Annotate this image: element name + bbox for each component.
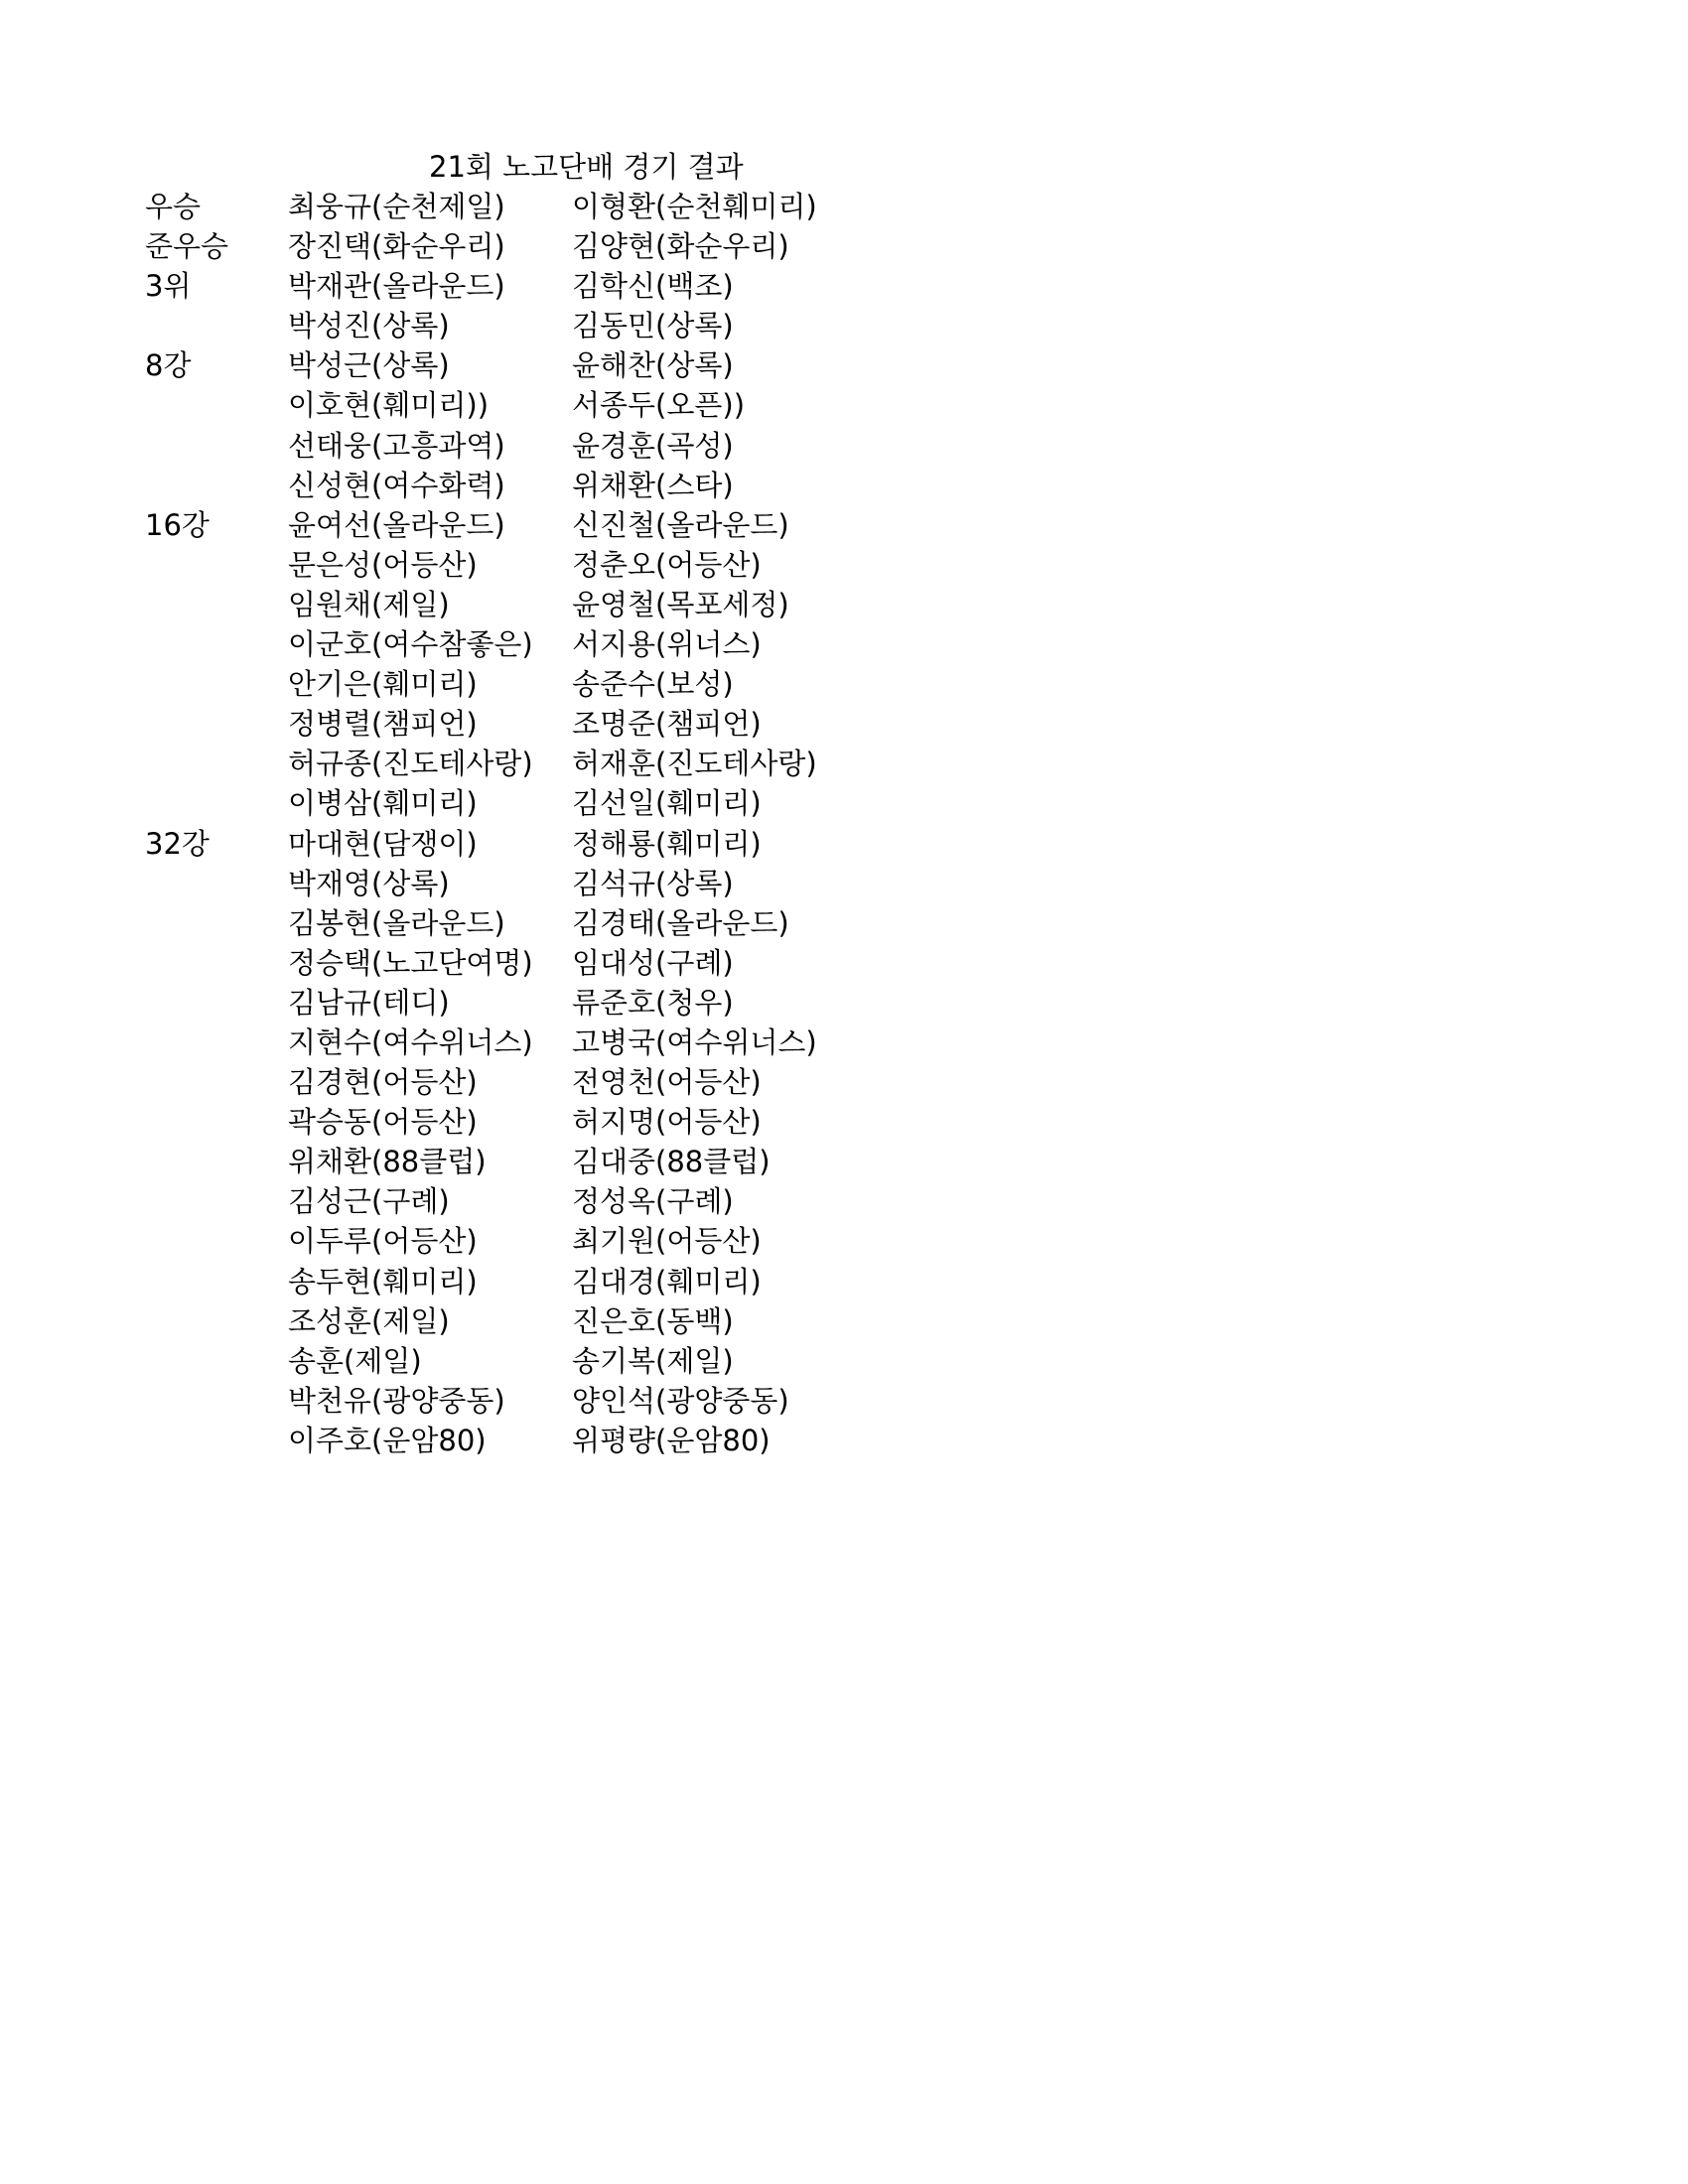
player-two: 김경태(올라운드) (572, 905, 789, 940)
player-one: 임원채(제일) (288, 587, 450, 621)
player-one: 김성근(구례) (288, 1184, 450, 1219)
page-title: 21회 노고단배 경기 결과 (429, 150, 744, 184)
player-two: 정성옥(구례) (572, 1184, 734, 1219)
player-one: 송훈(제일) (288, 1343, 422, 1378)
player-two: 최기원(어등산) (572, 1224, 762, 1259)
result-row (145, 426, 1039, 466)
player-one: 신성현(여수화력) (288, 468, 505, 502)
player-one: 박성근(상록) (288, 348, 450, 383)
result-row (145, 1221, 1039, 1261)
player-one: 김봉현(올라운드) (288, 905, 505, 940)
result-row (145, 585, 1039, 624)
player-two: 김선일(훼미리) (572, 786, 762, 821)
result-row (145, 306, 1039, 345)
result-row (145, 1301, 1039, 1341)
rank-label: 우승 (145, 190, 202, 223)
result-row (145, 624, 1039, 664)
player-one: 안기은(훼미리) (288, 667, 478, 702)
result-row (145, 1062, 1039, 1102)
player-two: 신진철(올라운드) (572, 507, 789, 542)
player-one: 이주호(운암80) (288, 1423, 487, 1457)
player-one: 이병삼(훼미리) (288, 786, 478, 821)
player-two: 허재훈(진도테사랑) (572, 747, 817, 781)
result-row (145, 864, 1039, 903)
result-row (145, 226, 1039, 266)
player-one: 최웅규(순천제일) (288, 190, 505, 223)
rank-label: 8강 (145, 348, 192, 383)
result-row (145, 466, 1039, 505)
player-two: 전영천(어등산) (572, 1065, 762, 1100)
player-two: 송준수(보성) (572, 667, 734, 702)
player-one: 김경현(어등산) (288, 1065, 478, 1100)
result-row (145, 1142, 1039, 1181)
player-two: 양인석(광양중동) (572, 1383, 789, 1418)
player-two: 정해룡(훼미리) (572, 826, 762, 861)
result-row (145, 664, 1039, 704)
player-one: 장진택(화순우리) (288, 229, 505, 264)
player-one: 마대현(담쟁이) (288, 826, 478, 861)
result-row (145, 1102, 1039, 1142)
player-two: 진은호(동백) (572, 1303, 734, 1338)
player-one: 정승택(노고단여명) (288, 945, 533, 980)
player-one: 곽승동(어등산) (288, 1105, 478, 1140)
player-two: 윤영철(목포세정) (572, 587, 789, 621)
player-one: 선태웅(고흥과역) (288, 428, 505, 463)
player-two: 임대성(구례) (572, 945, 734, 980)
player-two: 이형환(순천훼미리) (572, 190, 817, 223)
result-row (145, 505, 1039, 545)
player-one: 이군호(여수참좋은) (288, 627, 533, 662)
player-two: 서지용(위너스) (572, 627, 762, 662)
result-row (145, 187, 1039, 226)
rank-label: 16강 (145, 507, 210, 542)
player-two: 정춘오(어등산) (572, 547, 762, 582)
result-row (145, 1421, 1039, 1460)
rank-label: 32강 (145, 826, 210, 861)
result-row (145, 783, 1039, 823)
player-one: 박성진(상록) (288, 309, 450, 343)
result-row (145, 744, 1039, 783)
player-one: 위채환(88클럽) (288, 1145, 487, 1179)
player-two: 윤해찬(상록) (572, 348, 734, 383)
player-two: 김대중(88클럽) (572, 1145, 771, 1179)
result-row (145, 345, 1039, 385)
player-one: 조성훈(제일) (288, 1303, 450, 1338)
player-one: 박천유(광양중동) (288, 1383, 505, 1418)
result-row (145, 1262, 1039, 1301)
results-table (145, 187, 1039, 1460)
rank-label: 준우승 (145, 229, 229, 264)
player-two: 허지명(어등산) (572, 1105, 762, 1140)
result-row (145, 1023, 1039, 1062)
player-two: 송기복(제일) (572, 1343, 734, 1378)
player-one: 윤여선(올라운드) (288, 507, 505, 542)
result-row (145, 385, 1039, 425)
player-two: 류준호(청우) (572, 985, 734, 1020)
player-one: 박재관(올라운드) (288, 269, 505, 304)
player-two: 김동민(상록) (572, 309, 734, 343)
player-one: 이호현(훼미리)) (288, 388, 490, 423)
player-two: 조명준(챔피언) (572, 707, 762, 742)
result-row (145, 1181, 1039, 1221)
player-two: 김학신(백조) (572, 269, 734, 304)
result-row (145, 1381, 1039, 1421)
result-row (145, 266, 1039, 306)
player-two: 김석규(상록) (572, 866, 734, 900)
result-row (145, 903, 1039, 943)
player-two: 고병국(여수위너스) (572, 1024, 817, 1059)
player-two: 윤경훈(곡성) (572, 428, 734, 463)
result-row (145, 704, 1039, 744)
result-row (145, 943, 1039, 983)
player-one: 지현수(여수위너스) (288, 1024, 533, 1059)
player-one: 허규종(진도테사랑) (288, 747, 533, 781)
result-row (145, 545, 1039, 585)
player-one: 박재영(상록) (288, 866, 450, 900)
player-one: 문은성(어등산) (288, 547, 478, 582)
player-one: 김남규(테디) (288, 985, 450, 1020)
player-two: 김양현(화순우리) (572, 229, 789, 264)
result-row (145, 1341, 1039, 1381)
player-two: 김대경(훼미리) (572, 1264, 762, 1298)
player-one: 송두현(훼미리) (288, 1264, 478, 1298)
player-two: 위채환(스타) (572, 468, 734, 502)
player-two: 위평량(운암80) (572, 1423, 771, 1457)
player-two: 서종두(오픈)) (572, 388, 746, 423)
player-one: 이두루(어등산) (288, 1224, 478, 1259)
player-one: 정병렬(챔피언) (288, 707, 478, 742)
rank-label: 3위 (145, 269, 192, 304)
result-row (145, 824, 1039, 864)
result-row (145, 983, 1039, 1023)
